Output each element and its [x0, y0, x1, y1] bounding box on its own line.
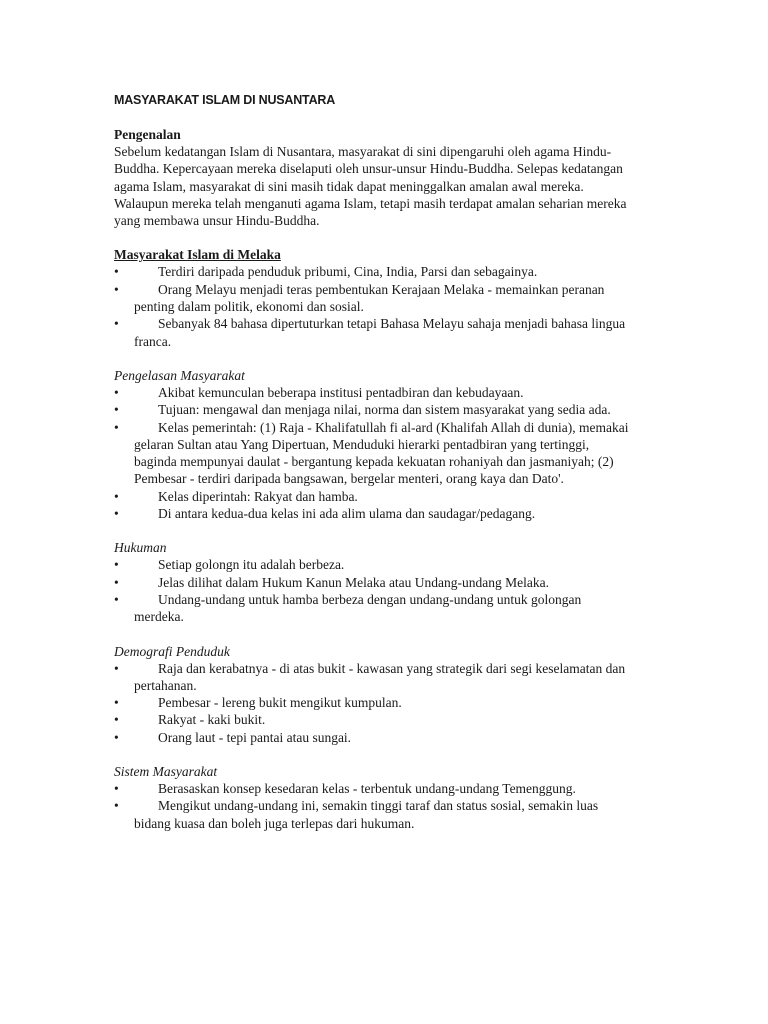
list-item	[114, 574, 634, 591]
bullet-icon: •	[114, 798, 119, 814]
list-item-text: Raja dan kerabatnya - di atas bukit - kawasan yang strategik dari segi keselamatan dan pertahanan.	[134, 660, 626, 693]
bullet-list-demografi	[114, 660, 634, 746]
list-item	[114, 315, 634, 350]
bullet-icon: •	[114, 402, 119, 418]
list-item	[114, 780, 634, 797]
section-heading-demografi: Demografi Penduduk	[114, 643, 230, 659]
bullet-list-pengelasan	[114, 384, 634, 522]
list-item-text: Kelas pemerintah: (1) Raja - Khalifatullah fi al-ard (Khalifah Allah di dunia), memakai gelaran Sultan atau Yang Dipertuan, Menduduki hierarki pentadbiran yang tertinggi, baginda mempunyai daulat - bergantung kepada kekuatan rohaniyah dan jasmaniyah; (2) Pembesar - terdiri daripada bangsawan, bergelar menteri, orang kaya dan Dato'.	[134, 419, 629, 487]
bullet-icon: •	[114, 729, 119, 745]
section-heading-masyarakat-melaka: Masyarakat Islam di Melaka	[114, 247, 281, 263]
list-item	[114, 556, 634, 573]
bullet-icon: •	[114, 488, 119, 504]
list-item	[114, 419, 634, 488]
list-item-text: Terdiri daripada penduduk pribumi, Cina, India, Parsi dan sebagainya.	[158, 264, 538, 280]
bullet-icon: •	[114, 781, 119, 797]
list-item-text: Setiap golongn itu adalah berbeza.	[158, 557, 345, 573]
bullet-list-hukuman	[114, 556, 634, 625]
list-item-text: Akibat kemunculan beberapa institusi pentadbiran dan kebudayaan.	[158, 384, 524, 400]
list-item-text: Tujuan: mengawal dan menjaga nilai, norma dan sistem masyarakat yang sedia ada.	[158, 402, 611, 418]
section-heading-pengelasan: Pengelasan Masyarakat	[114, 367, 245, 383]
bullet-icon: •	[114, 591, 119, 607]
list-item	[114, 660, 634, 695]
bullet-icon: •	[114, 506, 119, 522]
list-item-text: Orang Melayu menjadi teras pembentukan Kerajaan Melaka - memainkan peranan penting dalam politik, ekonomi dan sosial.	[134, 281, 605, 315]
intro-heading: Pengenalan	[114, 127, 181, 142]
document-page	[114, 92, 634, 849]
list-item-text: Jelas dilihat dalam Hukum Kanun Melaka atau Undang-undang Melaka.	[158, 574, 550, 590]
bullet-icon: •	[114, 557, 119, 573]
bullet-list-sistem	[114, 780, 634, 832]
list-item	[114, 401, 634, 418]
bullet-icon: •	[114, 695, 119, 711]
list-item	[114, 591, 634, 626]
list-item	[114, 281, 634, 316]
bullet-icon: •	[114, 712, 119, 728]
bullet-icon: •	[114, 574, 119, 590]
list-item	[114, 694, 634, 711]
list-item-text: Mengikut undang-undang ini, semakin tinggi taraf dan status sosial, semakin luas bidang kuasa dan boleh juga terlepas dari hukuman.	[134, 798, 599, 831]
list-item	[114, 711, 634, 728]
document-title: MASYARAKAT ISLAM DI NUSANTARA	[114, 93, 336, 107]
section-heading-hukuman: Hukuman	[114, 540, 167, 556]
bullet-icon: •	[114, 660, 119, 676]
list-item-text: Undang-undang untuk hamba berbeza dengan undang-undang untuk golongan merdeka.	[134, 591, 582, 625]
list-item-text: Orang laut - tepi pantai atau sungai.	[158, 729, 352, 745]
list-item	[114, 505, 634, 522]
list-item-text: Kelas diperintah: Rakyat dan hamba.	[158, 488, 358, 504]
bullet-icon: •	[114, 316, 119, 332]
list-item-text: Berasaskan konsep kesedaran kelas - terbentuk undang-undang Temenggung.	[158, 781, 576, 797]
bullet-icon: •	[114, 419, 119, 435]
list-item-text: Pembesar - lereng bukit mengikut kumpulan.	[158, 695, 402, 711]
list-item	[114, 263, 634, 280]
list-item	[114, 488, 634, 505]
bullet-icon: •	[114, 281, 119, 297]
bullet-list-masyarakat-melaka	[114, 263, 634, 349]
list-item-text: Sebanyak 84 bahasa dipertuturkan tetapi Bahasa Melayu sahaja menjadi bahasa lingua franca.	[134, 316, 626, 349]
list-item	[114, 384, 634, 401]
list-item-text: Rakyat - kaki bukit.	[158, 712, 266, 728]
bullet-icon: •	[114, 264, 119, 280]
list-item	[114, 729, 634, 746]
bullet-icon: •	[114, 384, 119, 400]
section-heading-sistem: Sistem Masyarakat	[114, 764, 218, 780]
intro-paragraph: Sebelum kedatangan Islam di Nusantara, masyarakat di sini dipengaruhi oleh agama Hindu-Buddha. Kepercayaan mereka diselaputi oleh unsur-unsur Hindu-Buddha. Selepas kedatangan agama Islam, masyarakat di sini masih tidak dapat meninggalkan amalan awal mereka. Walaupun mereka telah menganuti agama Islam, tetapi masih terdapat amalan seharian mereka yang membawa unsur Hindu-Buddha.	[114, 144, 627, 229]
list-item-text: Di antara kedua-dua kelas ini ada alim ulama dan saudagar/pedagang.	[158, 506, 536, 522]
list-item	[114, 797, 634, 832]
